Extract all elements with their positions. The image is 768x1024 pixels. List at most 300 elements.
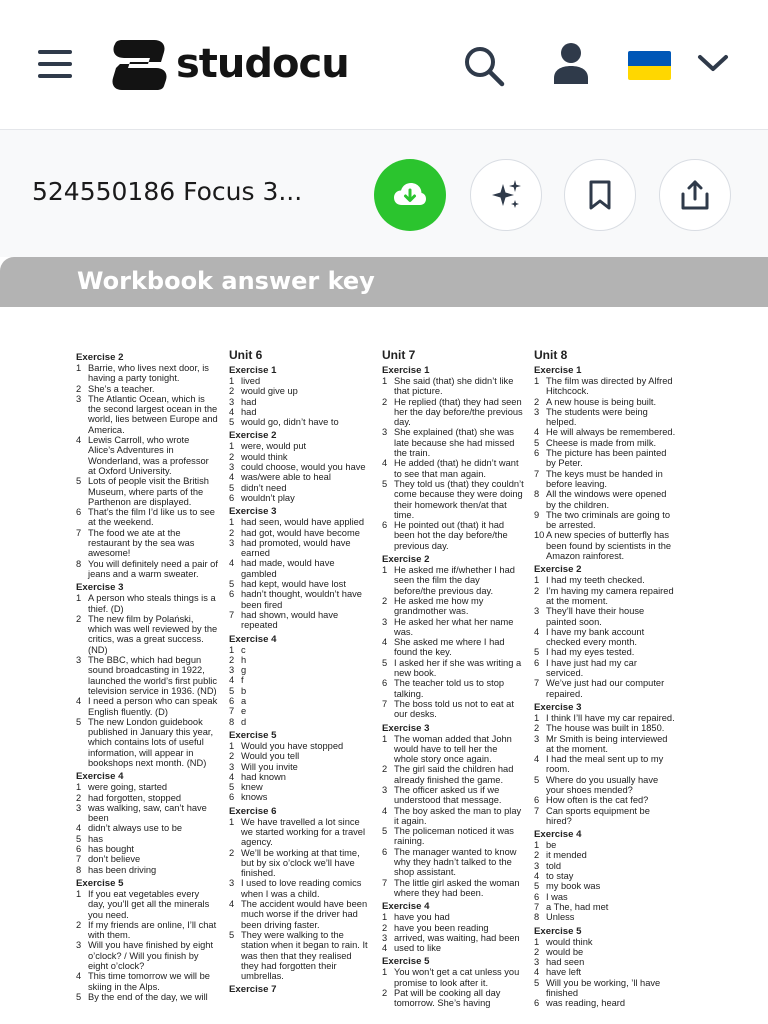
answer-number: 5 xyxy=(229,417,235,428)
answer-item xyxy=(229,782,371,792)
answer-text: I have my bank account checked every month. xyxy=(546,626,645,648)
answer-number: 8 xyxy=(76,864,82,875)
answer-text: That’s the film I’d like us to see at the weekend. xyxy=(88,507,215,528)
answer-text: arrived, was waiting, had been xyxy=(394,932,520,943)
answer-item xyxy=(382,479,524,520)
answer-text: The girl said the children had already finished the game. xyxy=(394,764,514,785)
answer-item xyxy=(382,878,524,899)
exercise-heading: Exercise 1 xyxy=(534,365,582,376)
answer-item xyxy=(534,723,676,733)
answer-item xyxy=(229,472,371,482)
answer-text: The accident would have been much worse if the driver had been driving faster. xyxy=(241,899,368,930)
answer-number: 6 xyxy=(534,448,540,459)
answer-text: used to like xyxy=(394,943,442,954)
share-button[interactable] xyxy=(659,159,731,231)
answer-text: have you been reading xyxy=(394,922,489,933)
answer-item xyxy=(382,458,524,479)
answer-number: 5 xyxy=(534,437,540,448)
answer-number: 4 xyxy=(76,971,82,982)
answer-item xyxy=(229,930,371,981)
answer-number: 6 xyxy=(382,846,388,857)
answer-item xyxy=(534,978,676,999)
answer-number: 5 xyxy=(534,977,540,988)
answer-number: 1 xyxy=(76,888,82,899)
answer-item xyxy=(229,493,371,503)
answer-item xyxy=(534,376,676,397)
answer-item xyxy=(534,469,676,490)
answer-text: You will definitely need a pair of jeans and a warm sweater. xyxy=(88,558,218,579)
exercise-heading: Exercise 4 xyxy=(229,633,277,645)
answer-text: All the windows were opened by the children. xyxy=(546,489,667,510)
exercise-heading: Exercise 3 xyxy=(534,701,582,713)
answer-number: 7 xyxy=(534,678,540,689)
answer-text: had seen, would have applied xyxy=(241,517,365,528)
answer-text: We have travelled a lot since we started working for a travel agency. xyxy=(241,816,366,848)
answer-item xyxy=(229,706,371,716)
answer-item xyxy=(229,899,371,930)
answer-number: 7 xyxy=(76,854,82,865)
answer-number: 3 xyxy=(229,396,235,407)
answer-text: lived xyxy=(241,376,261,386)
answer-text: They told us (that) they couldn’t come because they were doing their homework then/at that time. xyxy=(394,478,524,520)
answer-number: 5 xyxy=(382,657,388,668)
answer-text: were going, started xyxy=(88,782,168,793)
answer-text: Will you have finished by eight o’clock? / Will you finish by eight o’clock? xyxy=(88,940,214,972)
answer-number: 6 xyxy=(534,891,540,902)
answer-text: We’ll be working at that time, but by six o’clock we’ll have finished. xyxy=(241,847,360,879)
answer-number: 3 xyxy=(229,761,235,772)
answer-item xyxy=(382,847,524,878)
answer-number: 3 xyxy=(534,957,540,968)
answer-number: 2 xyxy=(534,850,540,861)
answer-number: 2 xyxy=(229,847,235,858)
answer-text: I’m having my camera repaired at the moment. xyxy=(546,585,674,606)
answer-number: 7 xyxy=(534,901,540,912)
answer-text: told xyxy=(546,860,561,871)
logo-text: studocu xyxy=(176,41,349,87)
answer-text: h xyxy=(241,654,247,665)
answer-number: 2 xyxy=(76,383,82,394)
answer-text: They were walking to the station when it began to rain. It was then that they realised they had forgotten their umbrellas. xyxy=(241,929,368,982)
answer-item xyxy=(382,617,524,638)
answer-text: Where do you usually have your shoes mended? xyxy=(546,774,659,795)
answer-number: 3 xyxy=(382,427,388,438)
answer-text: was reading, heard xyxy=(546,998,626,1009)
studocu-logo[interactable] xyxy=(108,36,349,92)
answer-item xyxy=(534,957,676,967)
answer-number: 4 xyxy=(534,626,540,637)
answer-number: 5 xyxy=(229,482,235,493)
answer-item xyxy=(382,427,524,458)
answer-number: 7 xyxy=(76,527,82,538)
answer-number: 4 xyxy=(229,771,235,782)
answer-item xyxy=(76,920,218,941)
answer-text: The new London guidebook published in January this year, which contains lots of useful information, will appear in bookshops next month. (ND) xyxy=(88,716,214,768)
answer-number: 3 xyxy=(534,406,540,417)
document-title: 524550186 Focus 3... xyxy=(32,177,303,206)
answer-item xyxy=(382,923,524,933)
answer-item xyxy=(229,558,371,579)
answer-item xyxy=(229,817,371,848)
exercise-heading: Exercise 5 xyxy=(229,729,277,741)
answer-text: The boy asked the man to play it again. xyxy=(394,805,522,826)
answer-number: 4 xyxy=(76,696,82,707)
answer-number: 9 xyxy=(534,509,540,520)
answer-item xyxy=(534,427,676,437)
answer-item xyxy=(229,417,371,427)
answer-number: 3 xyxy=(76,393,82,404)
answer-number: 2 xyxy=(534,396,540,407)
answer-text: had made, would have gambled xyxy=(241,558,335,579)
answer-number: 2 xyxy=(382,595,388,606)
answer-number: 7 xyxy=(534,805,540,816)
document-toolbar xyxy=(0,129,768,257)
answer-number: 2 xyxy=(229,751,235,762)
answer-text: be xyxy=(546,840,557,851)
answer-item xyxy=(76,363,218,384)
ukraine-flag-icon[interactable] xyxy=(628,51,671,80)
user-icon[interactable] xyxy=(552,42,590,84)
answer-item xyxy=(534,840,676,850)
answer-number: 1 xyxy=(229,517,235,528)
answer-text: By the end of the day, we will xyxy=(88,991,208,1002)
answer-item xyxy=(229,762,371,772)
answer-number: 4 xyxy=(534,427,540,438)
banner-title: Workbook answer key xyxy=(77,267,375,295)
answer-text: had xyxy=(241,396,257,407)
answer-number: 3 xyxy=(534,860,540,871)
answer-text: She asked me where I had found the key. xyxy=(394,637,505,658)
answer-text: The film was directed by Alfred Hitchcock. xyxy=(546,376,673,397)
answer-text: to stay xyxy=(546,871,574,882)
answer-item xyxy=(534,647,676,657)
answer-item xyxy=(382,596,524,617)
answer-number: 3 xyxy=(229,462,235,473)
answer-text: I had my eyes tested. xyxy=(546,647,635,658)
ai-assistant-button[interactable] xyxy=(470,159,542,231)
answer-text: was walking, saw, can’t have been xyxy=(88,802,207,824)
answer-item xyxy=(534,448,676,469)
answer-item xyxy=(534,902,676,912)
answer-item xyxy=(76,593,218,614)
answer-item xyxy=(382,520,524,551)
answer-number: 6 xyxy=(229,492,235,503)
answer-item xyxy=(229,645,371,655)
answer-text: were, would put xyxy=(241,441,307,452)
answer-item xyxy=(76,394,218,435)
answer-number: 2 xyxy=(382,988,388,999)
answer-text: c xyxy=(241,644,246,655)
answer-number: 5 xyxy=(229,782,235,793)
answer-number: 5 xyxy=(229,929,235,940)
bookmark-button[interactable] xyxy=(564,159,636,231)
answer-column-2 xyxy=(229,349,371,995)
answer-number: 3 xyxy=(534,733,540,744)
answer-item xyxy=(382,699,524,720)
answer-text: The boss told us not to eat at our desks. xyxy=(394,698,514,720)
answer-item xyxy=(76,940,218,971)
answer-number: 6 xyxy=(76,844,82,855)
answer-number: 8 xyxy=(534,912,540,923)
answer-text: They’ll have their house painted soon. xyxy=(546,606,645,627)
answer-number: 3 xyxy=(229,878,235,889)
answer-item xyxy=(534,912,676,922)
exercise-heading: Exercise 3 xyxy=(229,506,277,518)
answer-number: 4 xyxy=(76,823,82,834)
answer-item xyxy=(229,441,371,451)
answer-item xyxy=(229,483,371,493)
answer-number: 6 xyxy=(382,520,388,531)
answer-text: He asked her what her name was. xyxy=(394,616,514,637)
answer-number: 3 xyxy=(76,802,82,813)
answer-item xyxy=(534,407,676,428)
menu-icon[interactable] xyxy=(38,50,72,78)
exercise-heading: Exercise 4 xyxy=(534,829,582,841)
answer-text: He pointed out (that) it had been hot the day before/the previous day. xyxy=(394,520,508,551)
answer-number: 2 xyxy=(229,451,235,462)
answer-item xyxy=(534,871,676,881)
answer-number: 4 xyxy=(382,943,388,954)
answer-text: had shown, would have repeated xyxy=(241,609,339,631)
answer-text: had seen xyxy=(546,957,585,968)
answer-text: A person who steals things is a thief. (D) xyxy=(88,593,216,614)
answer-number: 2 xyxy=(382,764,388,775)
answer-text: This time tomorrow we will be skiing in the Alps. xyxy=(88,971,210,992)
answer-number: 1 xyxy=(229,740,235,751)
answer-text: would go, didn’t have to xyxy=(241,417,339,428)
answer-text: g xyxy=(241,665,247,676)
answer-number: 4 xyxy=(534,754,540,765)
exercise-heading: Exercise 4 xyxy=(382,901,430,913)
answer-text: You won’t get a cat unless you promise to look after it. xyxy=(394,967,520,988)
answer-item xyxy=(229,517,371,527)
answer-item xyxy=(534,861,676,871)
answer-item xyxy=(534,606,676,627)
answer-text: had promoted, would have earned xyxy=(241,537,351,559)
answer-number: 7 xyxy=(534,468,540,479)
answer-number: 7 xyxy=(229,706,235,717)
answer-item xyxy=(534,850,676,860)
answer-item xyxy=(534,881,676,891)
answer-number: 1 xyxy=(382,376,388,386)
studocu-logo-mark-icon xyxy=(108,36,170,92)
answer-number: 10 xyxy=(534,530,545,541)
answer-text: had forgotten, stopped xyxy=(88,792,182,803)
answer-item xyxy=(229,696,371,706)
exercise-heading: Exercise 2 xyxy=(229,430,277,442)
answer-text: Cheese is made from milk. xyxy=(546,437,657,448)
answer-text: I asked her if she was writing a new book. xyxy=(394,657,522,679)
answer-text: Barrie, who lives next door, is having a party tonight. xyxy=(88,363,209,384)
exercise-heading: Exercise 2 xyxy=(382,554,430,566)
answer-item xyxy=(229,655,371,665)
answer-text: He will always be remembered. xyxy=(546,427,676,438)
answer-number: 7 xyxy=(382,877,388,888)
answer-number: 1 xyxy=(534,712,540,723)
answer-text: Will you be working, ’ll have finished xyxy=(546,977,661,999)
search-icon[interactable] xyxy=(462,44,506,88)
answer-text: The woman added that John would have to tell her the whole story once again. xyxy=(394,733,512,765)
answer-text: b xyxy=(241,685,247,696)
chevron-down-icon[interactable] xyxy=(696,50,730,76)
answer-number: 4 xyxy=(229,406,235,417)
answer-text: The house was built in 1850. xyxy=(546,723,665,734)
answer-item xyxy=(382,806,524,827)
answer-number: 1 xyxy=(382,912,388,923)
answer-item xyxy=(76,844,218,854)
answer-text: She explained (that) she was late because she had missed the train. xyxy=(394,427,515,459)
answer-text: He asked me how my grandmother was. xyxy=(394,595,484,617)
answer-text: The BBC, which had begun sound broadcasting in 1922, launched the world’s first public television service in 1936. (ND) xyxy=(88,655,218,696)
answer-item xyxy=(382,637,524,658)
download-button[interactable] xyxy=(374,159,446,231)
answer-number: 7 xyxy=(229,609,235,620)
answer-item xyxy=(229,772,371,782)
answer-text: knew xyxy=(241,782,263,793)
exercise-heading: Exercise 4 xyxy=(76,771,124,783)
answer-text: I used to love reading comics when I was a child. xyxy=(241,878,362,899)
answer-number: 6 xyxy=(229,696,235,707)
answer-number: 3 xyxy=(534,606,540,617)
answer-text: If you eat vegetables every day, you’ll get all the minerals you need. xyxy=(88,888,210,920)
answer-text: a xyxy=(241,696,247,707)
answer-text: I had my teeth checked. xyxy=(546,575,645,586)
answer-number: 2 xyxy=(382,922,388,933)
answer-item xyxy=(76,476,218,507)
answer-item xyxy=(229,610,371,631)
answer-item xyxy=(76,384,218,394)
answer-text: He added (that) he didn’t want to see that man again. xyxy=(394,458,519,479)
answer-text: She’s a teacher. xyxy=(88,383,155,394)
answer-text: had known xyxy=(241,771,286,782)
answer-text: didn’t always use to be xyxy=(88,823,183,834)
answer-number: 3 xyxy=(76,940,82,951)
answer-text: f xyxy=(241,675,244,686)
answer-number: 2 xyxy=(76,919,82,930)
answer-item xyxy=(382,565,524,596)
answer-text: would think xyxy=(241,451,288,462)
answer-text: I think I’ll have my car repaired. xyxy=(546,712,675,723)
answer-item xyxy=(76,865,218,875)
flag-yellow-stripe xyxy=(628,66,671,81)
answer-text: He asked me if/whether I had seen the film the day before/the previous day. xyxy=(394,565,515,596)
answer-item xyxy=(534,795,676,805)
answer-number: 4 xyxy=(382,458,388,469)
answer-number: 6 xyxy=(382,678,388,689)
answer-item xyxy=(534,397,676,407)
answer-item xyxy=(76,696,218,717)
answer-item xyxy=(534,489,676,510)
answer-text: it mended xyxy=(546,850,587,861)
answer-item xyxy=(534,438,676,448)
answer-text: Mr Smith is being interviewed at the moment. xyxy=(546,733,668,754)
answer-text: I had the meal sent up to my room. xyxy=(546,754,664,775)
answer-number: 2 xyxy=(534,585,540,596)
answer-item xyxy=(534,586,676,607)
answer-item xyxy=(76,435,218,476)
answer-item xyxy=(382,658,524,679)
answer-item xyxy=(534,967,676,977)
answer-number: 4 xyxy=(534,967,540,978)
answer-text: Lewis Carroll, who wrote Alice’s Adventures in Wonderland, was a professor at Oxford University. xyxy=(88,435,209,476)
answer-item xyxy=(229,528,371,538)
answer-item xyxy=(76,717,218,768)
answer-item xyxy=(229,386,371,396)
answer-number: 1 xyxy=(534,936,540,947)
answer-item xyxy=(229,579,371,589)
answer-column-1 xyxy=(76,349,218,1002)
answer-text: don’t believe xyxy=(88,854,141,865)
answer-text: Lots of people visit the British Museum, where parts of the Parthenon are displayed. xyxy=(88,476,209,507)
answer-item xyxy=(382,826,524,847)
answer-item xyxy=(229,538,371,559)
unit-heading: Unit 7 xyxy=(382,348,416,362)
answer-item xyxy=(382,397,524,428)
answer-number: 1 xyxy=(534,840,540,851)
answer-text: has xyxy=(88,833,103,844)
answer-number: 8 xyxy=(229,716,235,727)
answer-text: Would you have stopped xyxy=(241,740,344,751)
answer-text: Pat will be cooking all day tomorrow. She’s having xyxy=(394,988,501,1009)
answer-item xyxy=(76,854,218,864)
answer-text: was/were able to heal xyxy=(241,472,331,483)
answer-text: a The, had met xyxy=(546,901,609,912)
answer-text: had got, would have become xyxy=(241,527,360,538)
answer-text: Can sports equipment be hired? xyxy=(546,805,650,826)
answer-item xyxy=(534,998,676,1008)
answer-number: 2 xyxy=(382,396,388,407)
answer-item xyxy=(229,717,371,727)
unit-heading: Unit 6 xyxy=(229,348,263,362)
answer-item xyxy=(229,397,371,407)
ai-sparkle-icon xyxy=(489,178,523,212)
answer-item xyxy=(229,589,371,610)
answer-text: We’ve just had our computer repaired. xyxy=(546,678,665,699)
answer-text: knows xyxy=(241,792,268,803)
answer-item xyxy=(382,912,524,922)
answer-number: 5 xyxy=(382,826,388,837)
answer-number: 3 xyxy=(382,784,388,795)
answer-text: had xyxy=(241,406,257,417)
download-cloud-icon xyxy=(393,181,427,209)
answer-text: I need a person who can speak English fluently. (D) xyxy=(88,696,218,717)
answer-number: 1 xyxy=(229,816,235,827)
answer-number: 1 xyxy=(534,376,540,386)
answer-text: The students were being helped. xyxy=(546,406,648,428)
answer-item xyxy=(382,734,524,765)
answer-text: would think xyxy=(546,936,593,947)
answer-text: e xyxy=(241,706,247,717)
answer-text: A new house is being built. xyxy=(546,396,657,407)
answer-number: 3 xyxy=(382,932,388,943)
answer-item xyxy=(76,823,218,833)
answer-item xyxy=(534,678,676,699)
exercise-heading: Exercise 3 xyxy=(382,722,430,734)
answer-item xyxy=(76,782,218,792)
answer-number: 1 xyxy=(382,967,388,978)
answer-item xyxy=(534,713,676,723)
answer-text: I have just had my car serviced. xyxy=(546,657,637,679)
answer-item xyxy=(534,530,676,561)
answer-item xyxy=(76,992,218,1002)
answer-text: She said (that) she didn’t like that picture. xyxy=(394,376,514,397)
flag-blue-stripe xyxy=(628,51,671,66)
answer-number: 6 xyxy=(229,792,235,803)
answer-item xyxy=(534,892,676,902)
answer-number: 5 xyxy=(382,478,388,489)
bookmark-icon xyxy=(587,180,613,210)
answer-number: 1 xyxy=(382,565,388,576)
